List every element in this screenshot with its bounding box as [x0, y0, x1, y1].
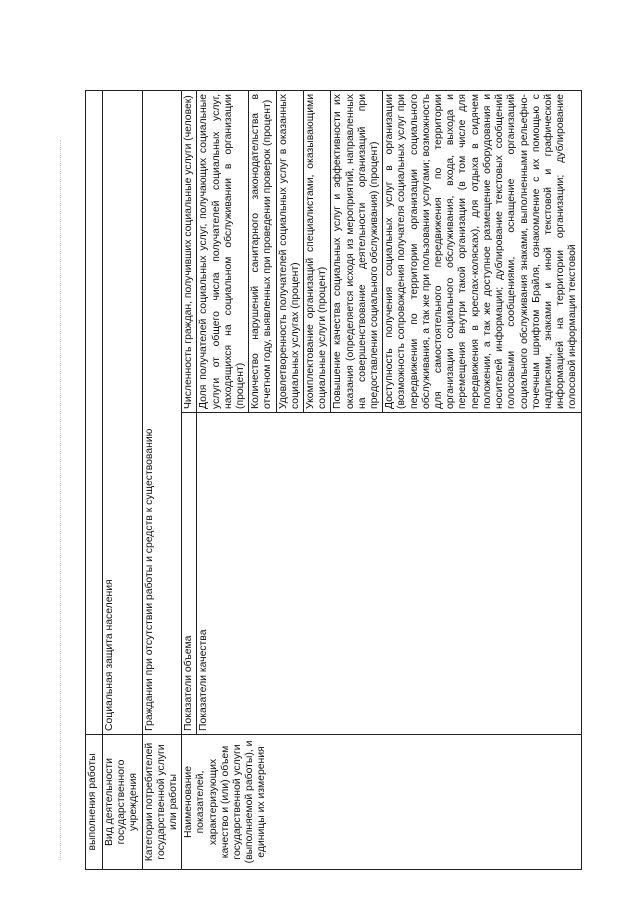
table-row: [182, 91, 197, 870]
header-execution: выполнения работы: [86, 735, 103, 870]
quality-item-6: Доступность получения социальных услуг в организации (возможность сопровождения получателя социальных услуг при передвижении по территории организации социального обслуживания, а так же при пользовании услугами; возможность для самостоятельного передвижения по территории организации социального обслуживания, входа, выхода и перемещения внутри такой организации (в том числе для передвижения в креслах-колясках), для отдыха в сидячем положении, а так же доступное размещение оборудования и носителей информации; дублирование текстовых сообщений голосовыми сообщениями, оснащение организаций социального обслуживания знаками, выполненными рельефно-точечным шрифтом Брайля, ознакомление с их помощью с надписями, знаками и иной текстовой и графической информацией на территории организации; дублирование голосовой информации текстовой: [383, 91, 581, 413]
row-label-activity-type: Вид деятельности государственного учреждения: [103, 735, 143, 870]
row-value-consumer-categories: Граждании при отсутствии работы и средств к существованию: [142, 91, 182, 735]
volume-value: Численность граждан, получивших социальные услуги (человек): [182, 91, 197, 413]
table-row: [142, 91, 182, 870]
quality-item-1: Доля получателей социальных услуг, получающих социальные услуги от общего числа получателей социальных услуг, находящихся на социальном обслуживании в организации (процент): [197, 91, 249, 413]
table-row: [86, 91, 103, 870]
quality-item-5: Повышение качества социальных услуг и эффективности их оказания (определяется исходя из мероприятий, направленных на совершенствование деятельности организаций при предоставлении социального обслуживания) (процент): [331, 91, 383, 413]
volume-label: Показатели объема: [182, 413, 197, 735]
rotated-table-container: [85, 90, 595, 870]
row-value-activity-type: Социальная защита населения: [103, 91, 143, 735]
header-empty: [86, 91, 103, 735]
quality-item-3: Удовлетворенность получателей социальных услуг в оказанных социальных услугах (процент): [276, 91, 303, 413]
scan-margin-marks: [60, 140, 65, 860]
quality-label: Показатели качества: [197, 413, 581, 735]
row-label-indicators: Наименование показателей, характеризующих качество и (или) объем государственной услуги (выполняемой работы), и единицы их измерения: [182, 735, 581, 870]
service-table: [85, 90, 582, 870]
quality-item-2: Количество нарушений санитарного законодательства в отчетном году, выявленных при проведении проверок (процент): [249, 91, 276, 413]
quality-item-4: Укомплектование организаций специалистами, оказывающими социальные услуги (процент): [304, 91, 331, 413]
row-label-consumer-categories: Категории потребителей государственной услуги или работы: [142, 735, 182, 870]
table-row: [103, 91, 143, 870]
